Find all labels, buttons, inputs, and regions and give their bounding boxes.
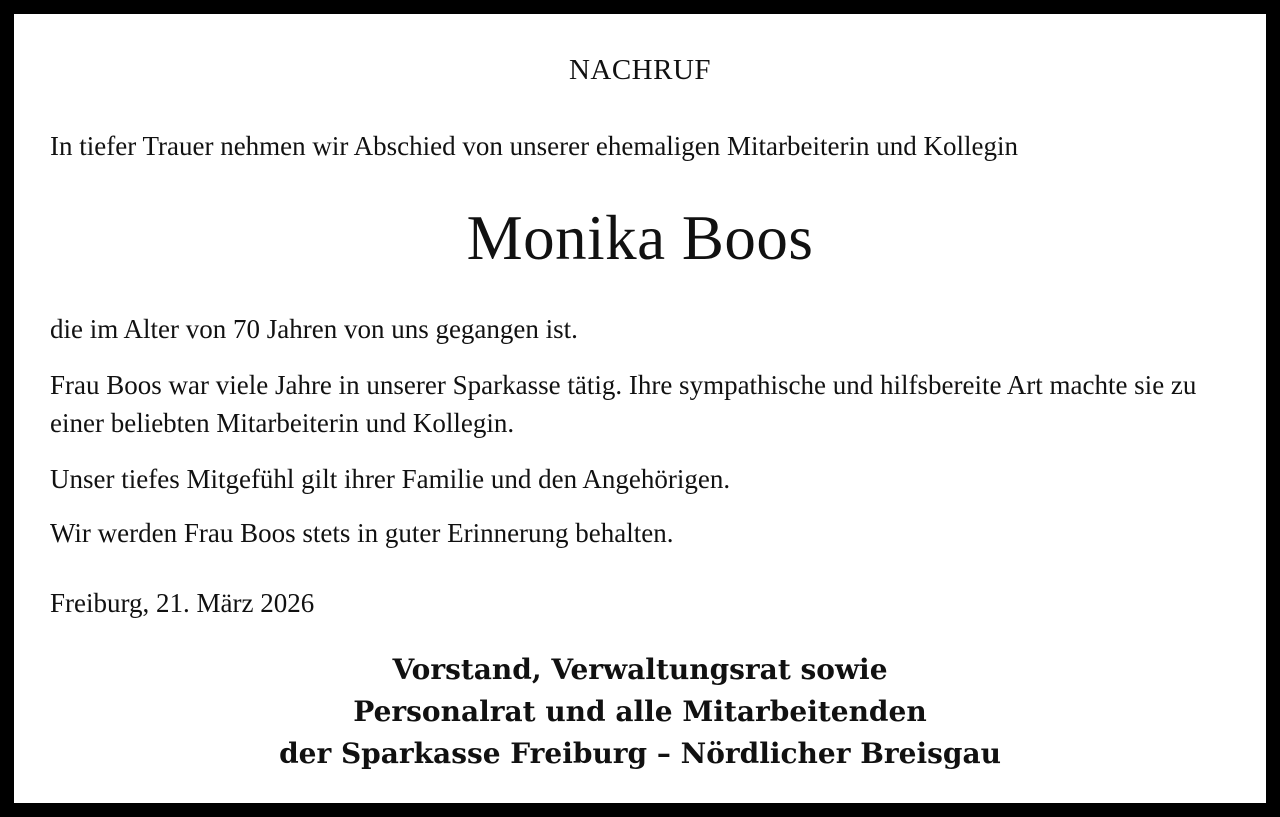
paragraph-age: die im Alter von 70 Jahren von uns gegangen ist. — [50, 314, 578, 344]
paragraph-career: Frau Boos war viele Jahre in unserer Sparkasse tätig. Ihre sympathische und hilfsbereite Art machte sie zu einer beliebten Mitarbeiterin und Kollegin. — [50, 370, 1197, 438]
paragraph-condolence: Unser tiefes Mitgefühl gilt ihrer Familie und den Angehörigen. — [50, 464, 731, 494]
notice-heading: NACHRUF — [568, 54, 712, 86]
signature-line: Personalrat und alle Mitarbeitenden — [353, 695, 927, 728]
paragraph-remembrance: Wir werden Frau Boos stets in guter Erinnerung behalten. — [50, 518, 674, 548]
intro-text: In tiefer Trauer nehmen wir Abschied von unserer ehemaligen Mitarbeiterin und Kollegin — [50, 131, 1018, 161]
signature-line: der Sparkasse Freiburg – Nördlicher Breisgau — [279, 737, 1001, 770]
signature-block — [14, 649, 1266, 775]
obituary-notice — [14, 14, 1266, 803]
deceased-name: Monika Boos — [466, 203, 814, 273]
place-date: Freiburg, 21. März 2026 — [50, 588, 315, 618]
signature-line: Vorstand, Verwaltungsrat sowie — [392, 653, 888, 686]
